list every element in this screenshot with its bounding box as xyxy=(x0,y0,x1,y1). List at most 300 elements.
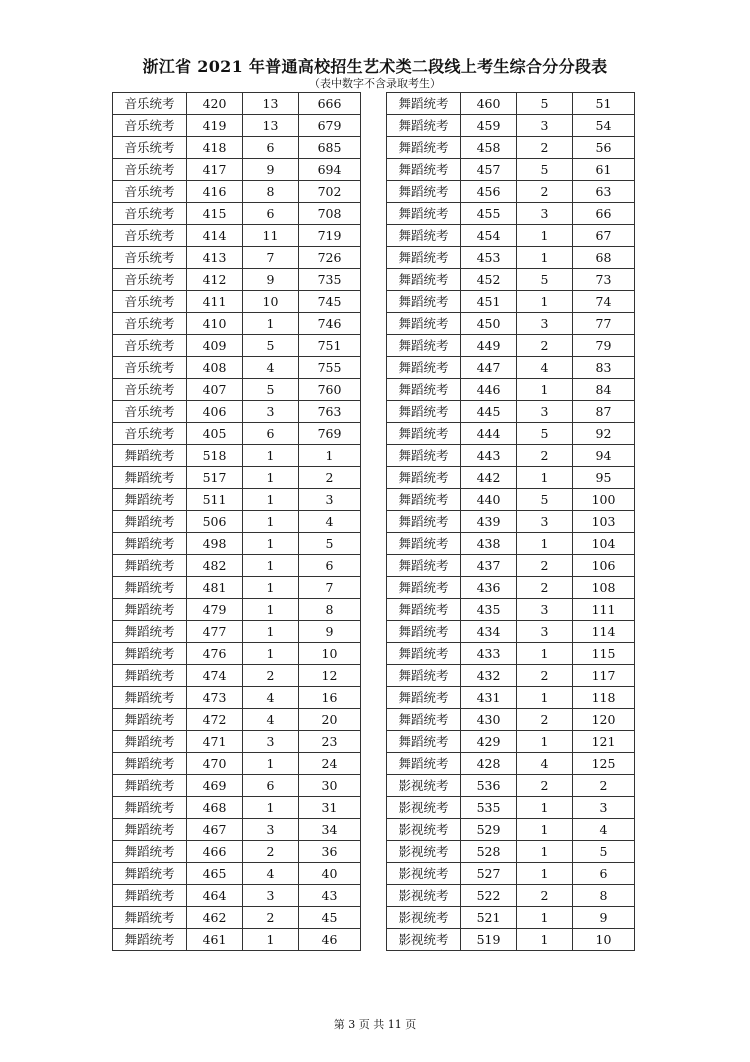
cumulative-cell: 92 xyxy=(573,423,635,445)
count-cell: 4 xyxy=(243,687,299,709)
category-cell: 舞蹈统考 xyxy=(113,863,187,885)
cumulative-cell: 769 xyxy=(299,423,361,445)
score-cell: 406 xyxy=(187,401,243,423)
table-row xyxy=(113,115,361,137)
count-cell: 1 xyxy=(243,533,299,555)
table-row xyxy=(113,511,361,533)
table-row xyxy=(113,577,361,599)
count-cell: 3 xyxy=(517,115,573,137)
table-row xyxy=(387,181,635,203)
count-cell: 5 xyxy=(517,489,573,511)
count-cell: 1 xyxy=(243,929,299,951)
table-row xyxy=(387,159,635,181)
count-cell: 11 xyxy=(243,225,299,247)
table-row xyxy=(113,357,361,379)
category-cell: 舞蹈统考 xyxy=(387,137,461,159)
category-cell: 影视统考 xyxy=(387,929,461,951)
category-cell: 影视统考 xyxy=(387,797,461,819)
count-cell: 1 xyxy=(517,731,573,753)
count-cell: 1 xyxy=(243,797,299,819)
cumulative-cell: 4 xyxy=(299,511,361,533)
cumulative-cell: 735 xyxy=(299,269,361,291)
count-cell: 1 xyxy=(517,643,573,665)
table-row xyxy=(113,731,361,753)
category-cell: 音乐统考 xyxy=(113,93,187,115)
count-cell: 2 xyxy=(517,577,573,599)
table-row xyxy=(113,863,361,885)
count-cell: 1 xyxy=(517,379,573,401)
table-row xyxy=(113,401,361,423)
category-cell: 舞蹈统考 xyxy=(113,467,187,489)
category-cell: 舞蹈统考 xyxy=(387,489,461,511)
category-cell: 舞蹈统考 xyxy=(387,555,461,577)
table-row xyxy=(113,599,361,621)
category-cell: 音乐统考 xyxy=(113,247,187,269)
category-cell: 影视统考 xyxy=(387,841,461,863)
table-row xyxy=(113,841,361,863)
score-cell: 445 xyxy=(461,401,517,423)
cumulative-cell: 10 xyxy=(299,643,361,665)
cumulative-cell: 43 xyxy=(299,885,361,907)
cumulative-cell: 9 xyxy=(299,621,361,643)
score-cell: 418 xyxy=(187,137,243,159)
count-cell: 4 xyxy=(243,709,299,731)
score-cell: 473 xyxy=(187,687,243,709)
score-cell: 481 xyxy=(187,577,243,599)
category-cell: 舞蹈统考 xyxy=(387,665,461,687)
score-cell: 419 xyxy=(187,115,243,137)
category-cell: 音乐统考 xyxy=(113,203,187,225)
score-cell: 442 xyxy=(461,467,517,489)
cumulative-cell: 30 xyxy=(299,775,361,797)
score-cell: 446 xyxy=(461,379,517,401)
cumulative-cell: 5 xyxy=(573,841,635,863)
table-row xyxy=(113,269,361,291)
score-cell: 461 xyxy=(187,929,243,951)
count-cell: 1 xyxy=(243,555,299,577)
category-cell: 舞蹈统考 xyxy=(387,643,461,665)
table-row xyxy=(387,423,635,445)
count-cell: 1 xyxy=(517,247,573,269)
cumulative-cell: 6 xyxy=(573,863,635,885)
count-cell: 9 xyxy=(243,159,299,181)
score-cell: 464 xyxy=(187,885,243,907)
table-row xyxy=(113,203,361,225)
cumulative-cell: 746 xyxy=(299,313,361,335)
score-cell: 439 xyxy=(461,511,517,533)
table-row xyxy=(113,797,361,819)
table-row xyxy=(113,753,361,775)
cumulative-cell: 36 xyxy=(299,841,361,863)
count-cell: 3 xyxy=(517,621,573,643)
count-cell: 1 xyxy=(243,313,299,335)
score-cell: 522 xyxy=(461,885,517,907)
table-row xyxy=(113,489,361,511)
count-cell: 1 xyxy=(517,863,573,885)
table-row xyxy=(387,929,635,951)
score-cell: 468 xyxy=(187,797,243,819)
score-cell: 414 xyxy=(187,225,243,247)
cumulative-cell: 719 xyxy=(299,225,361,247)
cumulative-cell: 46 xyxy=(299,929,361,951)
score-cell: 457 xyxy=(461,159,517,181)
table-row xyxy=(387,115,635,137)
count-cell: 3 xyxy=(243,401,299,423)
score-cell: 452 xyxy=(461,269,517,291)
count-cell: 2 xyxy=(243,907,299,929)
cumulative-cell: 708 xyxy=(299,203,361,225)
table-row xyxy=(113,137,361,159)
category-cell: 舞蹈统考 xyxy=(387,577,461,599)
category-cell: 舞蹈统考 xyxy=(113,445,187,467)
cumulative-cell: 94 xyxy=(573,445,635,467)
category-cell: 音乐统考 xyxy=(113,379,187,401)
table-row xyxy=(387,379,635,401)
category-cell: 舞蹈统考 xyxy=(387,357,461,379)
cumulative-cell: 2 xyxy=(573,775,635,797)
category-cell: 音乐统考 xyxy=(113,225,187,247)
category-cell: 舞蹈统考 xyxy=(113,687,187,709)
cumulative-cell: 68 xyxy=(573,247,635,269)
category-cell: 舞蹈统考 xyxy=(113,775,187,797)
score-cell: 529 xyxy=(461,819,517,841)
score-cell: 535 xyxy=(461,797,517,819)
cumulative-cell: 8 xyxy=(299,599,361,621)
count-cell: 3 xyxy=(517,203,573,225)
category-cell: 舞蹈统考 xyxy=(387,753,461,775)
score-cell: 462 xyxy=(187,907,243,929)
category-cell: 音乐统考 xyxy=(113,181,187,203)
table-row xyxy=(387,511,635,533)
score-cell: 437 xyxy=(461,555,517,577)
table-row xyxy=(113,555,361,577)
table-row xyxy=(387,445,635,467)
category-cell: 影视统考 xyxy=(387,907,461,929)
score-cell: 451 xyxy=(461,291,517,313)
cumulative-cell: 763 xyxy=(299,401,361,423)
score-cell: 479 xyxy=(187,599,243,621)
score-cell: 417 xyxy=(187,159,243,181)
cumulative-cell: 745 xyxy=(299,291,361,313)
category-cell: 舞蹈统考 xyxy=(387,225,461,247)
category-cell: 舞蹈统考 xyxy=(113,555,187,577)
count-cell: 1 xyxy=(517,467,573,489)
count-cell: 3 xyxy=(517,313,573,335)
count-cell: 3 xyxy=(243,819,299,841)
cumulative-cell: 117 xyxy=(573,665,635,687)
cumulative-cell: 115 xyxy=(573,643,635,665)
table-row xyxy=(113,665,361,687)
count-cell: 6 xyxy=(243,203,299,225)
cumulative-cell: 34 xyxy=(299,819,361,841)
score-cell: 433 xyxy=(461,643,517,665)
table-row xyxy=(387,841,635,863)
cumulative-cell: 114 xyxy=(573,621,635,643)
score-cell: 467 xyxy=(187,819,243,841)
category-cell: 舞蹈统考 xyxy=(113,665,187,687)
cumulative-cell: 666 xyxy=(299,93,361,115)
score-cell: 405 xyxy=(187,423,243,445)
table-row xyxy=(113,621,361,643)
table-row xyxy=(387,93,635,115)
table-row xyxy=(387,863,635,885)
category-cell: 音乐统考 xyxy=(113,291,187,313)
table-row xyxy=(387,225,635,247)
count-cell: 8 xyxy=(243,181,299,203)
count-cell: 13 xyxy=(243,115,299,137)
score-cell: 450 xyxy=(461,313,517,335)
table-row xyxy=(387,907,635,929)
cumulative-cell: 61 xyxy=(573,159,635,181)
score-cell: 443 xyxy=(461,445,517,467)
score-cell: 465 xyxy=(187,863,243,885)
document-title: 浙江省 2021 年普通高校招生艺术类二段线上考生综合分分段表 xyxy=(142,57,608,76)
score-cell: 409 xyxy=(187,335,243,357)
category-cell: 舞蹈统考 xyxy=(387,313,461,335)
cumulative-cell: 10 xyxy=(573,929,635,951)
cumulative-cell: 118 xyxy=(573,687,635,709)
score-cell: 459 xyxy=(461,115,517,137)
count-cell: 13 xyxy=(243,93,299,115)
cumulative-cell: 73 xyxy=(573,269,635,291)
score-cell: 474 xyxy=(187,665,243,687)
score-cell: 476 xyxy=(187,643,243,665)
count-cell: 1 xyxy=(517,929,573,951)
score-cell: 407 xyxy=(187,379,243,401)
score-cell: 416 xyxy=(187,181,243,203)
table-row xyxy=(387,797,635,819)
cumulative-cell: 751 xyxy=(299,335,361,357)
document-subtitle: （表中数字不含录取考生） xyxy=(309,77,441,90)
count-cell: 1 xyxy=(517,225,573,247)
category-cell: 舞蹈统考 xyxy=(387,181,461,203)
cumulative-cell: 66 xyxy=(573,203,635,225)
cumulative-cell: 121 xyxy=(573,731,635,753)
cumulative-cell: 56 xyxy=(573,137,635,159)
category-cell: 音乐统考 xyxy=(113,159,187,181)
table-row xyxy=(113,379,361,401)
category-cell: 舞蹈统考 xyxy=(387,203,461,225)
count-cell: 1 xyxy=(243,621,299,643)
table-row xyxy=(113,93,361,115)
count-cell: 1 xyxy=(517,907,573,929)
count-cell: 3 xyxy=(243,885,299,907)
cumulative-cell: 84 xyxy=(573,379,635,401)
table-row xyxy=(387,819,635,841)
score-cell: 415 xyxy=(187,203,243,225)
cumulative-cell: 103 xyxy=(573,511,635,533)
category-cell: 影视统考 xyxy=(387,775,461,797)
score-cell: 410 xyxy=(187,313,243,335)
table-row xyxy=(113,335,361,357)
category-cell: 舞蹈统考 xyxy=(113,599,187,621)
category-cell: 舞蹈统考 xyxy=(387,445,461,467)
category-cell: 舞蹈统考 xyxy=(113,643,187,665)
score-cell: 518 xyxy=(187,445,243,467)
count-cell: 3 xyxy=(517,511,573,533)
category-cell: 舞蹈统考 xyxy=(113,841,187,863)
category-cell: 舞蹈统考 xyxy=(113,511,187,533)
count-cell: 5 xyxy=(517,159,573,181)
count-cell: 3 xyxy=(517,599,573,621)
count-cell: 2 xyxy=(517,709,573,731)
table-row xyxy=(113,159,361,181)
cumulative-cell: 54 xyxy=(573,115,635,137)
score-cell: 519 xyxy=(461,929,517,951)
score-cell: 454 xyxy=(461,225,517,247)
table-row xyxy=(387,665,635,687)
category-cell: 影视统考 xyxy=(387,863,461,885)
cumulative-cell: 104 xyxy=(573,533,635,555)
category-cell: 舞蹈统考 xyxy=(387,269,461,291)
category-cell: 舞蹈统考 xyxy=(113,929,187,951)
category-cell: 舞蹈统考 xyxy=(113,621,187,643)
score-cell: 432 xyxy=(461,665,517,687)
count-cell: 1 xyxy=(243,643,299,665)
score-table-right xyxy=(386,92,635,951)
cumulative-cell: 74 xyxy=(573,291,635,313)
table-row xyxy=(387,269,635,291)
cumulative-cell: 702 xyxy=(299,181,361,203)
score-cell: 527 xyxy=(461,863,517,885)
cumulative-cell: 87 xyxy=(573,401,635,423)
category-cell: 舞蹈统考 xyxy=(387,511,461,533)
table-row xyxy=(387,577,635,599)
score-cell: 455 xyxy=(461,203,517,225)
table-row xyxy=(387,753,635,775)
score-cell: 429 xyxy=(461,731,517,753)
cumulative-cell: 40 xyxy=(299,863,361,885)
count-cell: 1 xyxy=(243,445,299,467)
cumulative-cell: 6 xyxy=(299,555,361,577)
table-row xyxy=(113,819,361,841)
table-row xyxy=(387,401,635,423)
category-cell: 舞蹈统考 xyxy=(113,709,187,731)
count-cell: 10 xyxy=(243,291,299,313)
table-row xyxy=(387,621,635,643)
score-cell: 456 xyxy=(461,181,517,203)
table-row xyxy=(113,247,361,269)
score-cell: 412 xyxy=(187,269,243,291)
count-cell: 1 xyxy=(517,841,573,863)
count-cell: 6 xyxy=(243,775,299,797)
cumulative-cell: 1 xyxy=(299,445,361,467)
cumulative-cell: 83 xyxy=(573,357,635,379)
cumulative-cell: 106 xyxy=(573,555,635,577)
table-row xyxy=(387,643,635,665)
score-cell: 408 xyxy=(187,357,243,379)
category-cell: 舞蹈统考 xyxy=(387,401,461,423)
table-row xyxy=(387,775,635,797)
cumulative-cell: 108 xyxy=(573,577,635,599)
cumulative-cell: 125 xyxy=(573,753,635,775)
score-cell: 449 xyxy=(461,335,517,357)
score-cell: 413 xyxy=(187,247,243,269)
count-cell: 9 xyxy=(243,269,299,291)
score-cell: 470 xyxy=(187,753,243,775)
category-cell: 音乐统考 xyxy=(113,137,187,159)
category-cell: 舞蹈统考 xyxy=(387,731,461,753)
category-cell: 音乐统考 xyxy=(113,423,187,445)
cumulative-cell: 111 xyxy=(573,599,635,621)
table-row xyxy=(113,467,361,489)
cumulative-cell: 760 xyxy=(299,379,361,401)
category-cell: 舞蹈统考 xyxy=(387,115,461,137)
cumulative-cell: 755 xyxy=(299,357,361,379)
category-cell: 音乐统考 xyxy=(113,335,187,357)
cumulative-cell: 95 xyxy=(573,467,635,489)
table-row xyxy=(387,599,635,621)
cumulative-cell: 24 xyxy=(299,753,361,775)
category-cell: 音乐统考 xyxy=(113,401,187,423)
count-cell: 1 xyxy=(243,489,299,511)
count-cell: 1 xyxy=(517,797,573,819)
table-row xyxy=(113,313,361,335)
cumulative-cell: 23 xyxy=(299,731,361,753)
table-row xyxy=(113,885,361,907)
count-cell: 1 xyxy=(517,819,573,841)
score-cell: 453 xyxy=(461,247,517,269)
cumulative-cell: 694 xyxy=(299,159,361,181)
count-cell: 4 xyxy=(517,753,573,775)
category-cell: 舞蹈统考 xyxy=(387,379,461,401)
table-row xyxy=(387,313,635,335)
count-cell: 3 xyxy=(243,731,299,753)
cumulative-cell: 2 xyxy=(299,467,361,489)
score-cell: 428 xyxy=(461,753,517,775)
score-cell: 536 xyxy=(461,775,517,797)
table-row xyxy=(387,709,635,731)
page-footer: 第 3 页 共 11 页 xyxy=(333,1018,417,1031)
cumulative-cell: 685 xyxy=(299,137,361,159)
category-cell: 舞蹈统考 xyxy=(387,159,461,181)
score-cell: 498 xyxy=(187,533,243,555)
count-cell: 1 xyxy=(243,753,299,775)
category-cell: 舞蹈统考 xyxy=(387,533,461,555)
table-row xyxy=(113,181,361,203)
score-cell: 477 xyxy=(187,621,243,643)
count-cell: 2 xyxy=(517,665,573,687)
score-cell: 447 xyxy=(461,357,517,379)
cumulative-cell: 67 xyxy=(573,225,635,247)
cumulative-cell: 4 xyxy=(573,819,635,841)
table-row xyxy=(387,885,635,907)
score-cell: 506 xyxy=(187,511,243,533)
score-cell: 444 xyxy=(461,423,517,445)
table-row xyxy=(387,687,635,709)
cumulative-cell: 79 xyxy=(573,335,635,357)
score-cell: 460 xyxy=(461,93,517,115)
category-cell: 舞蹈统考 xyxy=(387,599,461,621)
count-cell: 2 xyxy=(517,335,573,357)
score-cell: 471 xyxy=(187,731,243,753)
table-row xyxy=(387,291,635,313)
category-cell: 音乐统考 xyxy=(113,313,187,335)
category-cell: 舞蹈统考 xyxy=(113,797,187,819)
score-cell: 440 xyxy=(461,489,517,511)
category-cell: 舞蹈统考 xyxy=(387,467,461,489)
score-cell: 521 xyxy=(461,907,517,929)
category-cell: 舞蹈统考 xyxy=(113,533,187,555)
count-cell: 4 xyxy=(517,357,573,379)
count-cell: 7 xyxy=(243,247,299,269)
count-cell: 1 xyxy=(243,511,299,533)
cumulative-cell: 679 xyxy=(299,115,361,137)
category-cell: 舞蹈统考 xyxy=(387,423,461,445)
score-cell: 458 xyxy=(461,137,517,159)
cumulative-cell: 77 xyxy=(573,313,635,335)
score-cell: 431 xyxy=(461,687,517,709)
